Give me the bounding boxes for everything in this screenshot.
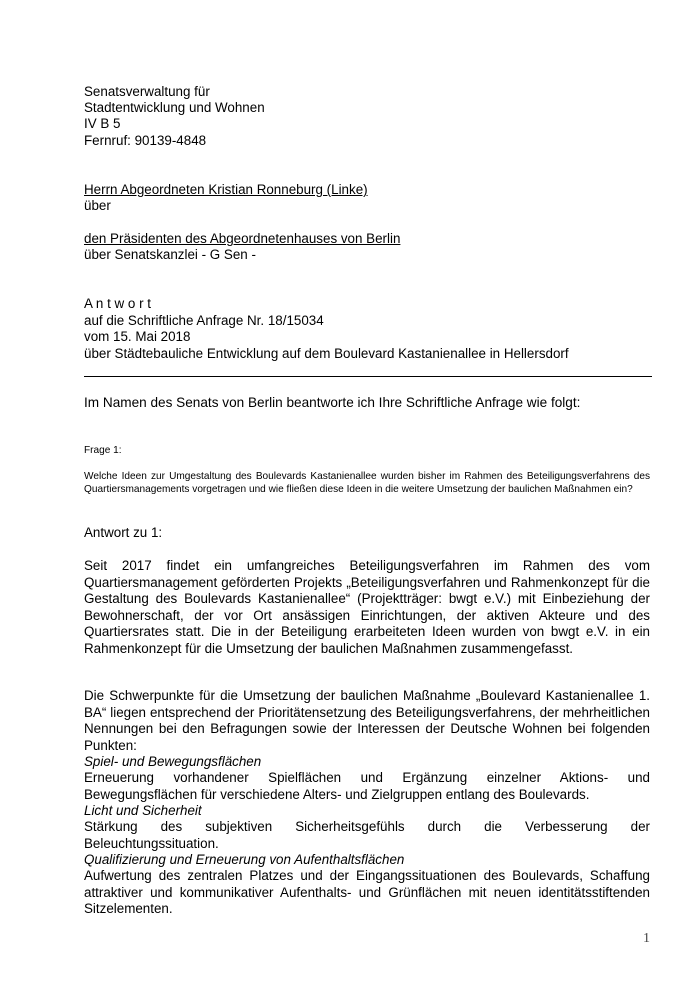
sender-phone: Fernruf: 90139-4848 (84, 133, 207, 148)
intro-text: Im Namen des Senats von Berlin beantworte ich Ihre Schriftliche Anfrage wie folgt: (84, 395, 581, 410)
page-number: 1 (643, 931, 650, 946)
inquiry-number: auf die Schriftliche Anfrage Nr. 18/15034 (84, 313, 324, 328)
topic-heading-light: Licht und Sicherheit (84, 803, 202, 818)
inquiry-subject: über Städtebauliche Entwicklung auf dem Boulevard Kastanienallee in Hellersdorf (84, 346, 569, 361)
topic-heading-spaces: Qualifizierung und Erneuerung von Aufenthaltsflächen (84, 852, 405, 867)
recipient-via: über (84, 198, 111, 213)
sender-line-3: IV B 5 (84, 116, 121, 131)
answer-label: Antwort zu 1: (84, 525, 163, 540)
recipient-chancellery: über Senatskanzlei - G Sen - (84, 247, 256, 262)
topic-text-light: Stärkung des subjektiven Sicherheitsgefühls durch die Verbesserung der Beleuchtungssituation. (84, 819, 650, 851)
sender-line-2: Stadtentwicklung und Wohnen (84, 100, 265, 115)
answer-paragraph-2: Die Schwerpunkte für die Umsetzung der baulichen Maßnahme „Boulevard Kastanienallee 1. BA“ liegen entsprechend der Prioritätensetzung des Beteiligungsverfahrens, der mehrheitlichen Nennungen bei den Befragungen sowie der Interessen der Deutsche Wohnen bei folgenden Punkten: (84, 688, 650, 753)
topic-text-play: Erneuerung vorhandener Spielflächen und Ergänzung einzelner Aktions- und Bewegungsflächen für verschiedene Alters- und Zielgruppen entlang des Boulevards. (84, 770, 650, 802)
question-label: Frage 1: (84, 445, 122, 456)
recipient-name: Herrn Abgeordneten Kristian Ronneburg (Linke) (84, 182, 368, 197)
inquiry-date: vom 15. Mai 2018 (84, 329, 191, 344)
recipient-president: den Präsidenten des Abgeordnetenhauses von Berlin (84, 231, 401, 246)
separator-line (84, 376, 652, 377)
topic-text-spaces: Aufwertung des zentralen Platzes und der Eingangssituationen des Boulevards, Schaffung attraktiver und kommunikativer Aufenthalts- und Grünflächen mit neuen identitätsstiftenden Sitzelementen. (84, 868, 650, 917)
answer-paragraph-1: Seit 2017 findet ein umfangreiches Beteiligungsverfahren im Rahmen des vom Quartiersmanagement geförderten Projekts „Beteiligungsverfahren und Rahmenkonzept für die Gestaltung des Boulevards Kastanienallee“ (Projektträger: bwgt e.V.) mit Einbeziehung der Bewohnerschaft, der vor Ort ansässigen Einrichtungen, der aktiven Akteure und des Quartiersrates statt. Die in der Beteiligung erarbeiteten Ideen wurden von bwgt e.V. in ein Rahmenkonzept für die Umsetzung der baulichen Maßnahmen zusammengefasst. (84, 558, 650, 656)
topic-heading-play: Spiel- und Bewegungsflächen (84, 754, 262, 769)
answer-title: A n t w o r t (84, 296, 151, 311)
sender-line-1: Senatsverwaltung für (84, 84, 210, 99)
question-text: Welche Ideen zur Umgestaltung des Boulevards Kastanienallee wurden bisher im Rahmen des Beteiligungsverfahrens des Quartiersmanagements vorgetragen und wie fließen diese Ideen in die weitere Umsetzung der baulichen Maßnahmen ein? (84, 471, 650, 495)
